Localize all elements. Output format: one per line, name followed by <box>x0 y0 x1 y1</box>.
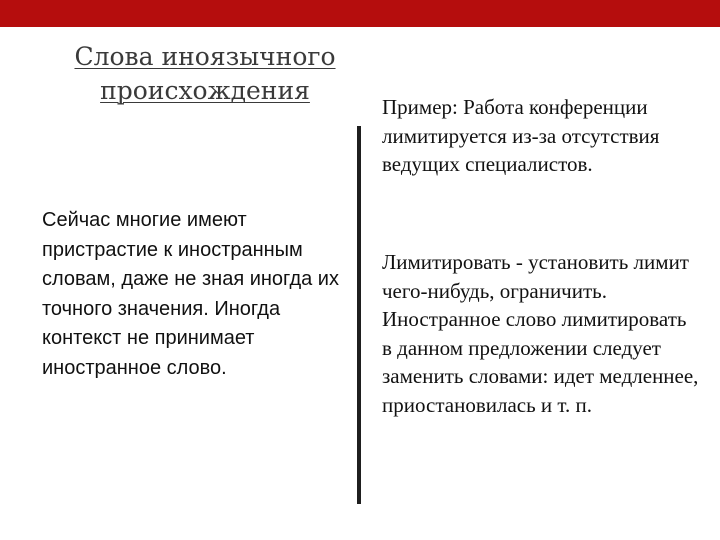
slide-title-line-1: Слова иноязычного <box>74 42 336 71</box>
top-accent-bar <box>0 0 720 27</box>
slide-title-line-2: происхождения <box>100 76 310 105</box>
slide-title <box>40 40 370 108</box>
example-paragraph: Пример: Работа конференции лимитируется из-за отсутствия ведущих специалистов. <box>382 95 660 176</box>
vertical-divider <box>357 126 361 504</box>
left-paragraph: Сейчас многие имеют пристрастие к иностранным словам, даже не зная иногда их точного значения. Иногда контекст не принимает иностранное слово. <box>42 209 339 379</box>
definition-paragraph: Лимитировать - установить лимит чего-нибудь, ограничить. Иностранное слово лимитировать в данном предложении следует заменить словами: идет медленнее, приостановилась и т. п. <box>382 250 699 417</box>
